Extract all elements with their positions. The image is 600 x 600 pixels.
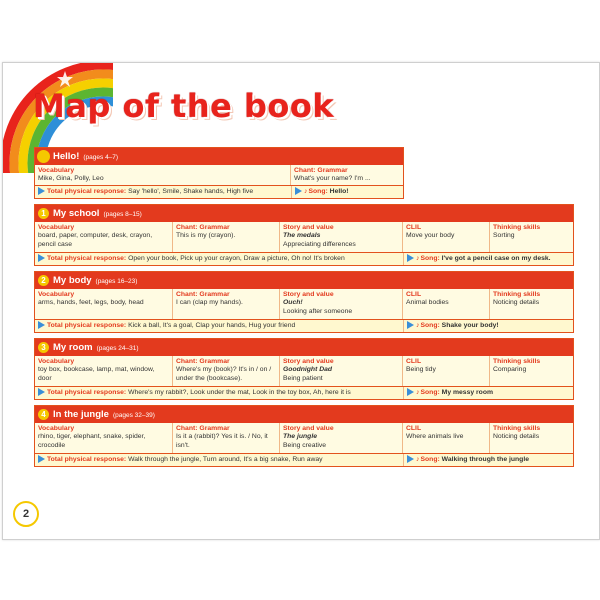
- story-value: Being creative: [283, 441, 327, 449]
- music-note-icon: ♪: [304, 188, 308, 195]
- chant-heading: Chant: Grammar: [294, 167, 348, 174]
- chant-cell: [173, 289, 280, 319]
- thinking-cell: [490, 222, 573, 252]
- song-text: Shake your body!: [441, 322, 499, 329]
- vocabulary-cell: [35, 289, 173, 319]
- section-pages: (pages 4–7): [83, 154, 119, 161]
- music-note-icon: ♪: [416, 389, 420, 396]
- chant-text: I can (clap my hands).: [176, 299, 243, 306]
- tpr-text: Walk through the jungle, Turn around, It's a big snake, Run away: [128, 456, 323, 463]
- clil-cell: [403, 356, 490, 386]
- vocabulary-text: toy box, bookcase, lamp, mat, window, door: [38, 366, 155, 382]
- section-unit-2: [34, 271, 574, 333]
- chant-heading: Chant: Grammar: [176, 425, 230, 432]
- section-title: My room: [53, 342, 93, 353]
- page-number: 2: [13, 501, 39, 527]
- vocabulary-heading: Vocabulary: [38, 167, 75, 174]
- vocabulary-cell: [35, 165, 291, 185]
- tpr-label: Total physical response:: [47, 188, 127, 195]
- story-value: Looking after someone: [283, 307, 353, 315]
- section-pages: (pages 24–31): [96, 345, 139, 352]
- thinking-text: Noticing details: [493, 299, 540, 306]
- section-footer: [35, 186, 403, 198]
- chant-text: Is it a (rabbit)? Yes it is. / No, it isn't.: [176, 433, 268, 449]
- song-label: Song:: [420, 322, 440, 329]
- clil-heading: CLIL: [406, 224, 422, 231]
- song-label: Song:: [308, 188, 328, 195]
- arrow-icon: [38, 388, 45, 396]
- page-title: Map of the book: [33, 87, 335, 125]
- tpr-label: Total physical response:: [47, 389, 127, 396]
- chant-text: What's your name? I'm ...: [294, 175, 371, 182]
- story-title: The medals: [283, 232, 321, 239]
- song-text: Hello!: [329, 188, 349, 195]
- tpr-label: Total physical response:: [47, 322, 127, 329]
- clil-text: Being tidy: [406, 366, 436, 373]
- arrow-icon: [407, 254, 414, 262]
- tpr-text: Kick a ball, It's a goal, Clap your hands, Hug your friend: [128, 322, 296, 329]
- story-title: Goodnight Dad: [283, 366, 333, 373]
- vocabulary-heading: Vocabulary: [38, 291, 75, 298]
- vocabulary-cell: [35, 423, 173, 453]
- section-unit-3: [34, 338, 574, 400]
- section-unit-4: [34, 405, 574, 467]
- tpr-label: Total physical response:: [47, 456, 127, 463]
- song-label: Song:: [420, 389, 440, 396]
- story-heading: Story and value: [283, 358, 334, 365]
- arrow-icon: [295, 187, 302, 195]
- clil-heading: CLIL: [406, 425, 422, 432]
- tpr-text: Where's my rabbit?, Look under the mat, Look in the toy box, Ah, here it is: [128, 389, 351, 396]
- clil-cell: [403, 289, 490, 319]
- story-cell: [280, 356, 403, 386]
- chant-text: Where's my (book)? It's in / on / under the (bookcase).: [176, 366, 272, 382]
- song-text: Walking through the jungle: [441, 456, 530, 463]
- section-pages: (pages 32–39): [112, 412, 155, 419]
- chant-heading: Chant: Grammar: [176, 224, 230, 231]
- vocabulary-text: Mike, Gina, Polly, Leo: [38, 175, 104, 182]
- chant-heading: Chant: Grammar: [176, 358, 230, 365]
- unit-number-badge: 1: [38, 208, 49, 219]
- chant-heading: Chant: Grammar: [176, 291, 230, 298]
- arrow-icon: [38, 254, 45, 262]
- vocabulary-heading: Vocabulary: [38, 425, 75, 432]
- song-text: My messy room: [441, 389, 494, 396]
- arrow-icon: [38, 187, 45, 195]
- thinking-cell: [490, 423, 573, 453]
- clil-heading: CLIL: [406, 291, 422, 298]
- clil-cell: [403, 423, 490, 453]
- chant-cell: [173, 423, 280, 453]
- thinking-cell: [490, 356, 573, 386]
- section-header: [35, 148, 403, 165]
- section-pages: (pages 8–15): [103, 211, 142, 218]
- music-note-icon: ♪: [416, 456, 420, 463]
- clil-text: Animal bodies: [406, 299, 449, 306]
- clil-text: Move your body: [406, 232, 455, 239]
- arrow-icon: [407, 321, 414, 329]
- vocabulary-text: board, paper, computer, desk, crayon, pencil case: [38, 232, 153, 248]
- unit-number-badge: 2: [38, 275, 49, 286]
- thinking-heading: Thinking skills: [493, 224, 541, 231]
- story-title: The jungle: [283, 433, 317, 440]
- story-cell: [280, 423, 403, 453]
- clil-text: Where animals live: [406, 433, 464, 440]
- arrow-icon: [38, 455, 45, 463]
- vocabulary-heading: Vocabulary: [38, 358, 75, 365]
- chant-cell: [173, 222, 280, 252]
- clil-heading: CLIL: [406, 358, 422, 365]
- section-pages: (pages 16–23): [95, 278, 138, 285]
- thinking-text: Comparing: [493, 366, 527, 373]
- chant-cell: [291, 165, 403, 185]
- story-heading: Story and value: [283, 224, 334, 231]
- music-note-icon: ♪: [416, 255, 420, 262]
- unit-number-badge: 4: [38, 409, 49, 420]
- chant-cell: [173, 356, 280, 386]
- thinking-heading: Thinking skills: [493, 425, 541, 432]
- story-cell: [280, 222, 403, 252]
- section-hello: [34, 147, 404, 199]
- section-title: In the jungle: [53, 409, 109, 420]
- story-cell: [280, 289, 403, 319]
- section-title: My school: [53, 208, 100, 219]
- vocabulary-text: rhino, tiger, elephant, snake, spider, crocodile: [38, 433, 146, 449]
- thinking-text: Noticing details: [493, 433, 540, 440]
- story-title: Ouch!: [283, 299, 303, 306]
- section-cells: [35, 165, 403, 186]
- vocabulary-cell: [35, 222, 173, 252]
- thinking-heading: Thinking skills: [493, 291, 541, 298]
- story-heading: Story and value: [283, 291, 334, 298]
- music-note-icon: ♪: [416, 322, 420, 329]
- song-text: I've got a pencil case on my desk.: [441, 255, 551, 262]
- tpr-label: Total physical response:: [47, 255, 127, 262]
- song-label: Song:: [420, 456, 440, 463]
- sun-icon: [37, 150, 50, 163]
- section-title: My body: [53, 275, 92, 286]
- thinking-cell: [490, 289, 573, 319]
- section-unit-1: [34, 204, 574, 266]
- thinking-text: Sorting: [493, 232, 515, 239]
- story-value: Appreciating differences: [283, 240, 356, 248]
- song-label: Song:: [420, 255, 440, 262]
- vocabulary-text: arms, hands, feet, legs, body, head: [38, 299, 144, 306]
- arrow-icon: [407, 455, 414, 463]
- arrow-icon: [407, 388, 414, 396]
- arrow-icon: [38, 321, 45, 329]
- thinking-heading: Thinking skills: [493, 358, 541, 365]
- section-title: Hello!: [53, 151, 80, 162]
- story-value: Being patient: [283, 374, 323, 382]
- tpr-text: Open your book, Pick up your crayon, Draw a picture, Oh no! It's broken: [128, 255, 345, 262]
- vocabulary-cell: [35, 356, 173, 386]
- tpr-text: Say 'hello', Smile, Shake hands, High five: [128, 188, 254, 195]
- clil-cell: [403, 222, 490, 252]
- chant-text: This is my (crayon).: [176, 232, 236, 239]
- unit-number-badge: 3: [38, 342, 49, 353]
- vocabulary-heading: Vocabulary: [38, 224, 75, 231]
- story-heading: Story and value: [283, 425, 334, 432]
